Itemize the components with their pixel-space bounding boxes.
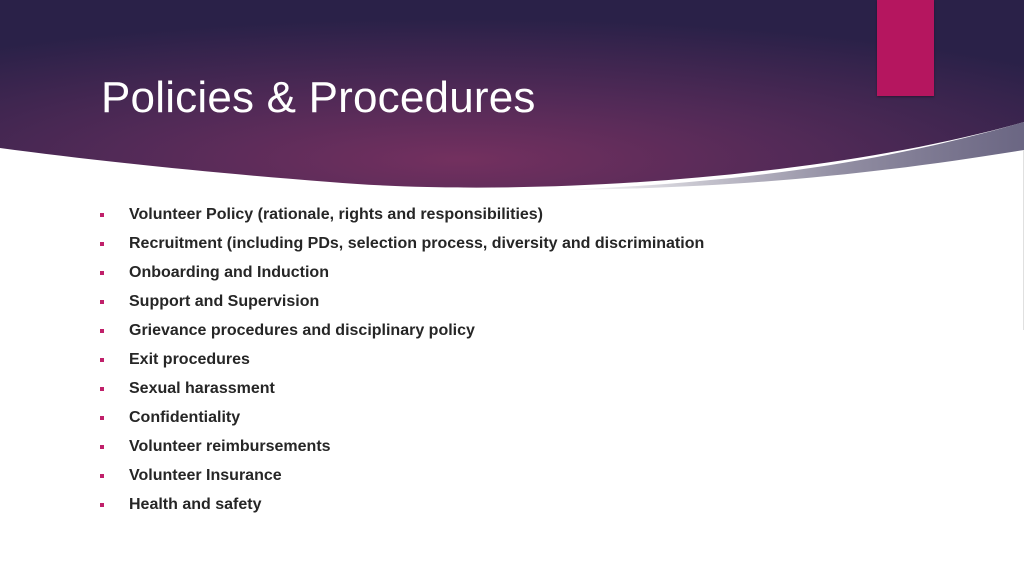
list-item	[100, 200, 704, 229]
square-bullet-icon	[100, 445, 104, 449]
list-item	[100, 490, 704, 519]
bullet-text: Recruitment (including PDs, selection process, diversity and discrimination	[129, 234, 705, 252]
bullet-text: Support and Supervision	[129, 292, 320, 310]
square-bullet-icon	[100, 300, 104, 304]
bullet-text: Exit procedures	[129, 350, 250, 368]
bullet-text: Health and safety	[129, 495, 262, 513]
accent-tab	[877, 0, 934, 96]
square-bullet-icon	[100, 387, 104, 391]
square-bullet-icon	[100, 474, 104, 478]
list-item	[100, 316, 704, 345]
list-item	[100, 461, 704, 490]
square-bullet-icon	[100, 242, 104, 246]
bullet-text: Grievance procedures and disciplinary policy	[129, 321, 475, 339]
square-bullet-icon	[100, 416, 104, 420]
square-bullet-icon	[100, 329, 104, 333]
bullet-text: Volunteer Policy (rationale, rights and responsibilities)	[129, 205, 544, 223]
list-item	[100, 374, 704, 403]
bullet-text: Volunteer Insurance	[129, 466, 282, 484]
list-item	[100, 258, 704, 287]
square-bullet-icon	[100, 271, 104, 275]
list-item	[100, 432, 704, 461]
list-item	[100, 345, 704, 374]
bullet-text: Sexual harassment	[129, 379, 275, 397]
list-item	[100, 403, 704, 432]
slide-title: Policies & Procedures	[101, 73, 536, 122]
bullet-text: Onboarding and Induction	[129, 263, 329, 281]
square-bullet-icon	[100, 358, 104, 362]
bullet-text: Volunteer reimbursements	[129, 437, 331, 455]
list-item	[100, 229, 704, 258]
square-bullet-icon	[100, 503, 104, 507]
bullet-list	[100, 200, 704, 519]
bullet-text: Confidentiality	[129, 408, 241, 426]
square-bullet-icon	[100, 213, 104, 217]
list-item	[100, 287, 704, 316]
